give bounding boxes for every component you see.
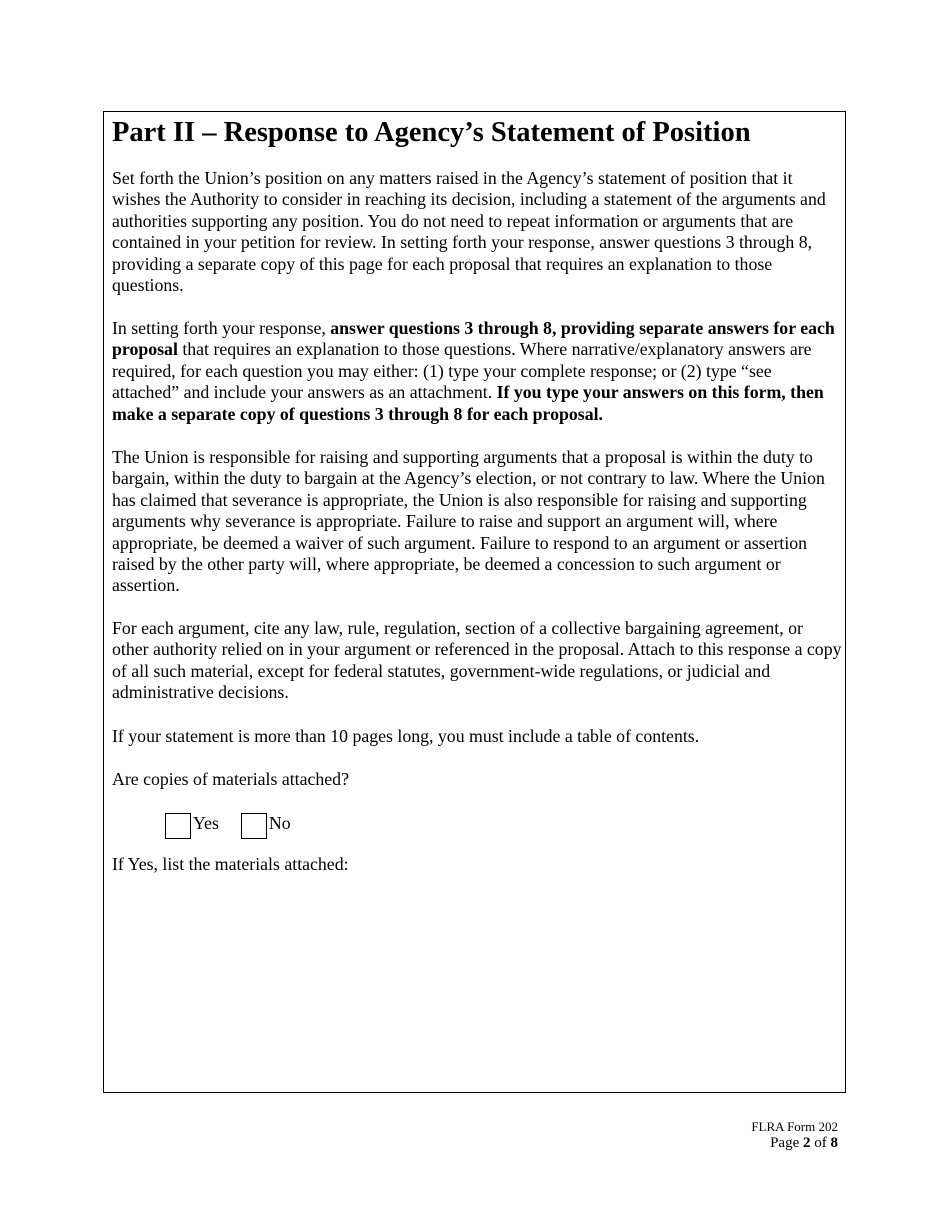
- no-checkbox[interactable]: [241, 813, 267, 839]
- no-option: [241, 813, 291, 839]
- form-number: FLRA Form 202: [751, 1119, 838, 1134]
- instructions-paragraph-2-part-c: that requires an explanation to those questions. Where narrative/explanatory answers are required, for each question you may either: (1) type your complete response; or (2) type “see attached” and include your answers as an attachment.: [112, 339, 812, 403]
- yes-checkbox[interactable]: [165, 813, 191, 839]
- section-title: Part II – Response to Agency’s Statement of Position: [112, 117, 751, 148]
- page-current: 2: [803, 1135, 811, 1151]
- materials-list-field[interactable]: [112, 882, 840, 1082]
- page-of: of: [810, 1135, 831, 1151]
- no-checkbox-label: No: [268, 813, 291, 833]
- instructions-paragraph-2-emphasis-2: If you type your answers on this form, then make a separate copy of questions 3 through 8 for each proposal.: [112, 382, 824, 424]
- page-prefix: Page: [770, 1135, 803, 1151]
- form-section-box: [103, 111, 846, 1093]
- page-total: 8: [830, 1135, 838, 1151]
- materials-list-prompt: If Yes, list the materials attached:: [112, 854, 349, 874]
- table-of-contents-note: If your statement is more than 10 pages long, you must include a table of contents.: [112, 726, 700, 746]
- page-footer: [751, 1119, 838, 1152]
- page-number: [751, 1134, 838, 1152]
- materials-attached-options: [165, 811, 313, 841]
- instructions-paragraph-3: The Union is responsible for raising and supporting arguments that a proposal is within the duty to bargain, within the duty to bargain at the Agency’s election, or not contrary to law. Where the Union has claimed that severance is appropriate, the Union is also responsible for raising and supporting arguments why severance is appropriate. Failure to raise and support an argument will, where appropriate, be deemed a waiver of such argument. Failure to respond to an argument or assertion raised by the other party will, where appropriate, be deemed a concession to such argument or assertion.: [112, 447, 825, 596]
- instructions-paragraph-4: For each argument, cite any law, rule, regulation, section of a collective bargaining agreement, or other authority relied on in your argument or referenced in the proposal. Attach to this response a copy of all such material, except for federal statutes, government-wide regulations, or judicial and administrative decisions.: [112, 618, 842, 703]
- yes-option: [165, 813, 219, 839]
- instructions-paragraph-1: Set forth the Union’s position on any matters raised in the Agency’s statement of position that it wishes the Authority to consider in reaching its decision, including a statement of the arguments and authorities supporting any position. You do not need to repeat information or arguments that are contained in your petition for review. In setting forth your response, answer questions 3 through 8, providing a separate copy of this page for each proposal that requires an explanation to those questions.: [112, 168, 826, 296]
- instructions-paragraph-2: [112, 318, 842, 425]
- yes-checkbox-label: Yes: [193, 813, 219, 833]
- materials-attached-question: Are copies of materials attached?: [112, 769, 349, 789]
- instructions-paragraph-2-emphasis-1: answer questions 3 through 8, providing separate answers for each proposal: [112, 318, 835, 360]
- instructions-paragraph-2-part-a: In setting forth your response,: [112, 318, 331, 338]
